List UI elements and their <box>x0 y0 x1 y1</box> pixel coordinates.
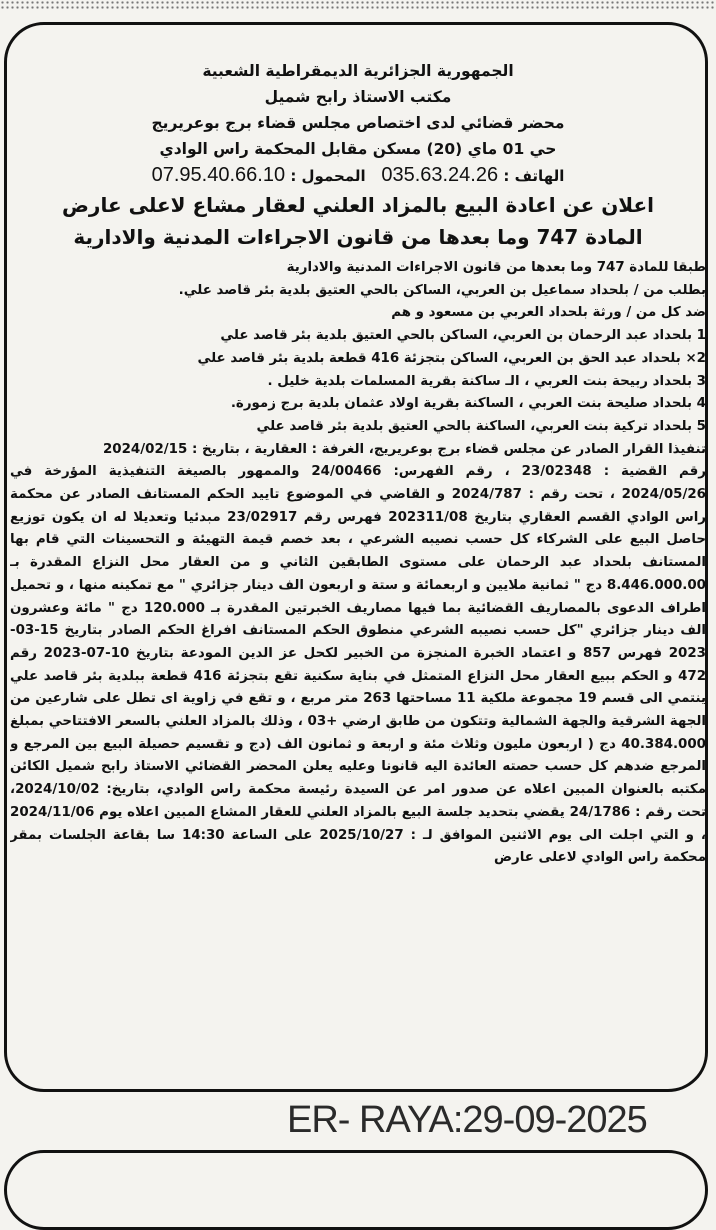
notice-header <box>10 58 706 162</box>
body-line: تنفيذا القرار الصادر عن مجلس قضاء برج بوعريريج، الغرفة : العقارية ، بتاريخ : 2024/02/15 <box>102 441 706 457</box>
notice-body <box>10 257 706 870</box>
body-line: 3 بلحداد ربيحة بنت العربي ، الـ ساكنة بقرية المسلمات بلدية خليل . <box>267 373 706 389</box>
body-line: بطلب من / بلحداد سماعيل بن العربي، الساكن بالحي العتيق بلدية بئر قاصد علي. <box>178 282 706 298</box>
body-line: 2× بلحداد عبد الحق بن العربي، الساكن بتجزئة 416 قطعة بلدية بئر قاصد علي <box>197 350 706 366</box>
notice-title <box>10 189 706 253</box>
mobile-number: 07.95.40.66.10 <box>151 164 286 186</box>
phone-number: 035.63.24.26 <box>381 164 499 186</box>
body-line: 1 بلحداد عبد الرحمان بن العربي، الساكن بالحي العتيق بلدية بئر قاصد علي <box>220 328 706 344</box>
top-dotted-border <box>0 0 716 10</box>
title-line-1: اعلان عن اعادة البيع بالمزاد العلني لعقار مشاع لاعلى عارض <box>62 193 654 217</box>
office-line: مكتب الاستاذ رابح شميل <box>264 88 452 106</box>
phone-label: الهاتف : <box>503 167 565 185</box>
address-line: حي 01 ماي (20) مسكن مقابل المحكمة راس الوادي <box>159 140 557 158</box>
publication-stamp: ER- RAYA:29-09-2025 <box>287 1099 647 1141</box>
mobile-label: المحمول : <box>290 167 366 185</box>
body-line: ضد كل من / ورثة بلحداد العربي بن مسعود و هم <box>391 305 706 321</box>
title-line-2: المادة 747 وما بعدها من قانون الاجراءات المدنية والادارية <box>73 225 643 249</box>
contact-line <box>10 164 706 187</box>
body-line: 4 بلحداد صليحة بنت العربي ، الساكنة بقرية اولاد عثمان بلدية برج زمورة. <box>230 396 706 412</box>
role-line: محضر قضائي لدى اختصاص مجلس قضاء برج بوعريريج <box>151 114 565 132</box>
republic-line: الجمهورية الجزائرية الديمقراطية الشعبية <box>202 62 514 80</box>
next-notice-frame <box>4 1150 708 1230</box>
body-paragraph: رقم القضية : 23/02348 ، رقم الفهرس: 24/00466 والممهور بالصيغة التنفيذية المؤرخة في 2024/05/26 ، تحت رقم : 2024/787 و القاضي في الموضوع تاييد الحكم المستانف الصادر عن محكمة راس الوادي القسم العقاري بتاريخ 202311/08 فهرس رقم 23/02917 مبدئيا وتعديلا له ان يكون توزيع حاصل البيع على الشركاء كل حسب نصيبه الشرعي ، بعد خصم قيمة التهيئة و التحسينات التي قام بها المستانف بلحداد عبد الرحمان على مستوى الطابقين الثاني و من العقار محل النزاع المقدرة بـ 8.446.000.00 دج " ثمانية ملايين و اربعمائة و ستة و اربعون الف دينار جزائري " مع تمكينه منها ، و تحميل اطراف الدعوى بالمصاريف القضائية بما فيها مصاريف الخبرتين المقدرة بـ 120.000 دج " مائة وعشرون الف دينار جزائري "كل حسب نصيبه الشرعي منطوق الحكم المستانف افراغ الحكم الصادر بتاريخ 15-03-2023 فهرس 857 و اعتماد الخبرة المنجزة من الخبير لكحل عز الدين المودعة بتاريخ 10-07-2023 رقم 472 و الحكم ببيع العقار محل النزاع المتمثل في بناية سكنية تقع بتجزئة 416 قطعة ببلدية بئر قاصد علي ينتمي الى قسم 19 مجموعة ملكية 11 مساحتها 263 متر مربع ، و تقع في زاوية اى تطل على شارعين من الجهة الشرقية والجهة الشمالية وتتكون من طابق ارضي +03 ، وذلك بالمزاد العلني بالسعر الافتتاحي بمبلغ 40.384.000 دج ( اربعون مليون وثلاث مئة و اربعة و ثمانون الف (دج و تقسيم حصيلة البيع بين المرجع و المرجع ضدهم كل حسب حصته العائدة اليه قانونا وعليه يعلن المحضر القضائي الاستاذ رابح شميل الكائن مكتبه بالعنوان المبين اعلاه عن صدور امر عن السيدة رئيسة محكمة راس الوادي، بتاريخ: 2024/10/02، تحت رقم : 24/1786 يقضي بتحديد جلسة البيع بالمزاد العلني للعقار المشاع المبين اعلاه يوم 2024/11/06 ، و التي اجلت الى يوم الاثنين الموافق لـ : 2025/10/27 على الساعة 14:30 سا بقاعة الجلسات بمقر محكمة راس الوادي لاعلى عارض <box>10 464 706 866</box>
body-line: طبقا للمادة 747 وما بعدها من قانون الاجراءات المدنية والادارية <box>286 260 706 275</box>
body-line: 5 بلحداد تركية بنت العربي، الساكنة بالحي العتيق بلدية بئر قاصد علي <box>256 418 706 434</box>
legal-notice <box>10 58 706 1058</box>
